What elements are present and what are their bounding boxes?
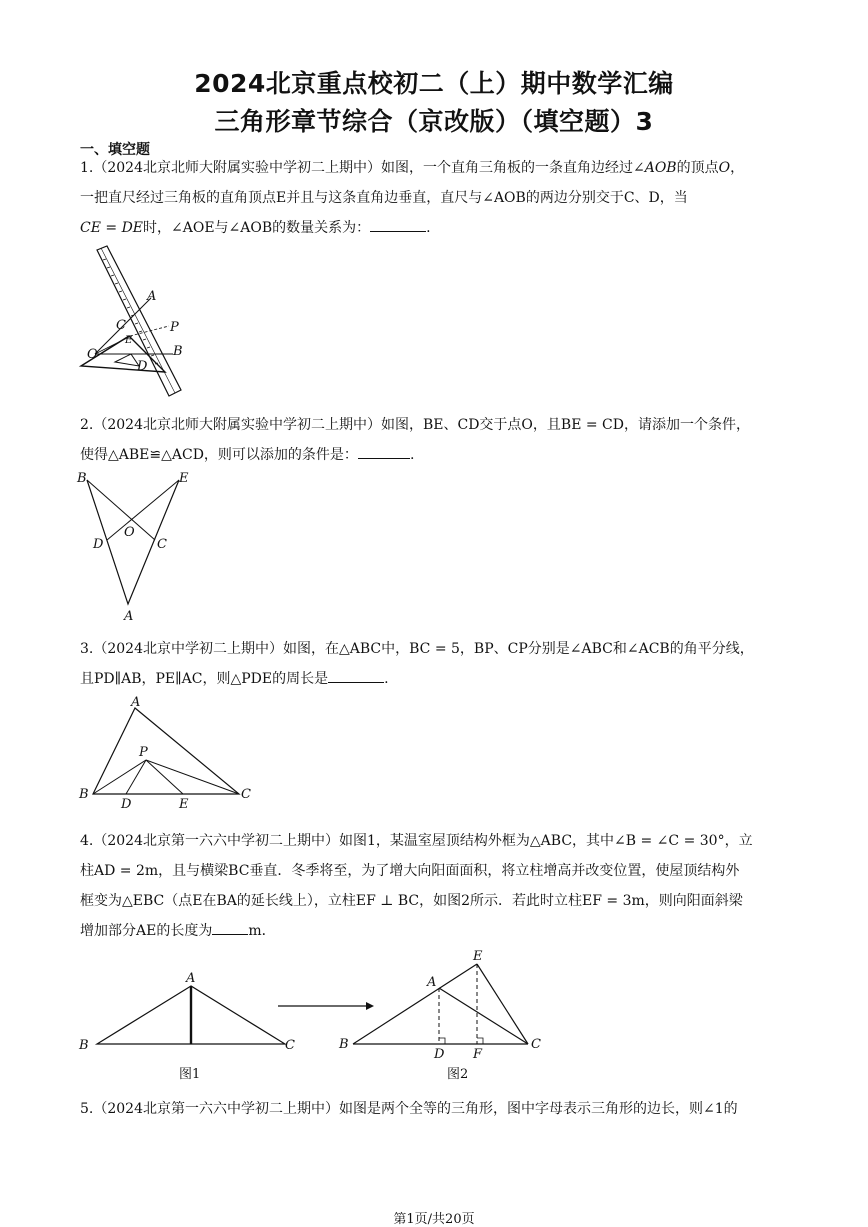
q1-line-3 [80,217,431,237]
q1-label-p: P [170,320,179,335]
q3-line-1: 3.（2024北京中学初二上期中）如图，在△ABC中，BC = 5，BP、CP分别是∠ABC和∠ACB的角平分线， [80,641,754,657]
q4-line-3: 框变为△EBC（点E在BA的延长线上），立柱EF ⊥ BC，如图2所示．若此时立柱EF = 3m，则向阳面斜梁 [80,893,743,909]
q2-label-o: O [124,525,135,540]
q4-text: 增加部分AE的长度为 [80,923,213,939]
q1-angle-aob: ∠AOB [632,160,677,176]
q1-text-b: 的顶点 [676,160,719,176]
q4-line-4 [80,920,276,940]
q1-text-a: 1.（2024北京北师大附属实验中学初二上期中）如图，一个直角三角板的一条直角边经过 [80,160,633,176]
q3-label-p: P [139,745,148,760]
q1-label-e: E [125,335,133,346]
q4-fig1-caption: 图1 [179,1067,201,1082]
q3-label-c: C [241,787,251,802]
q3-text-end: . [384,671,389,687]
q1-text-end: . [426,220,431,236]
q4-figure-2 [335,940,555,1086]
q3-label-a: A [131,695,141,710]
q1-text-d: 时，∠AOE与∠AOB的数量关系为： [143,220,371,236]
q4-fig2-label-d: D [434,1047,445,1062]
q1-figure [75,240,195,400]
q3-text: 且PD∥AB，PE∥AC，则△PDE的周长是 [80,671,329,687]
q4-fig2-label-c: C [531,1037,541,1052]
q1-label-d: D [137,359,148,374]
q4-fig1-label-a: A [186,971,196,986]
q4-line-1: 4.（2024北京第一六六中学初二上期中）如图1，某温室屋顶结构外框为△ABC，其中∠B = ∠C = 30°，立 [80,833,753,849]
q2-label-a: A [124,609,134,624]
q2-line-2 [80,444,414,464]
q3-line-2 [80,668,389,688]
q2-label-b: B [77,471,87,486]
q4-line-2: 柱AD = 2m，且与横梁BC垂直．冬季将至，为了增大向阳面面积，将立柱增高并改变位置，使屋顶结构外 [80,863,740,879]
q2-figure [75,470,195,625]
title-line-2: 三角形章节综合（京改版）（填空题）3 [214,107,654,136]
q4-fig2-label-e: E [473,949,483,964]
q1-label-b: B [173,344,183,359]
q3-label-d: D [121,797,132,812]
q1-line-2: 一把直尺经过三角板的直角顶点E并且与这条直角边垂直，直尺与∠AOB的两边分别交于C、D，当 [80,190,688,206]
q3-answer-blank[interactable] [328,670,384,683]
q1-label-a: A [147,289,157,304]
q3-figure [75,694,265,814]
q4-fig1-label-c: C [285,1038,295,1053]
page-footer: 第1页/共20页 [393,1212,475,1227]
title-line-1: 2024北京重点校初二（上）期中数学汇编 [194,69,674,98]
q4-answer-blank[interactable] [212,922,248,935]
q3-label-e: E [179,797,189,812]
q2-line-1: 2.（2024北京北师大附属实验中学初二上期中）如图，BE、CD交于点O，且BE = CD，请添加一个条件， [80,417,750,433]
q2-label-e: E [179,471,189,486]
q5-line-1: 5.（2024北京第一六六中学初二上期中）如图是两个全等的三角形，图中字母表示三角形的边长，则∠1的 [80,1101,738,1117]
q2-label-c: C [157,537,167,552]
q1-line-1 [80,157,744,177]
section-heading: 一、填空题 [80,142,150,158]
q1-text-c: ， [730,160,745,176]
q1-label-c: C [116,318,126,333]
q4-fig2-caption: 图2 [447,1067,469,1082]
q2-text-end: . [409,447,415,463]
q4-figure-1 [75,966,305,1086]
q3-label-b: B [79,787,89,802]
q4-fig2-label-b: B [339,1037,349,1052]
q1-label-o: O [87,347,98,362]
q4-text-end: m． [248,923,276,939]
q4-fig2-label-f: F [473,1047,483,1062]
q4-fig1-label-b: B [79,1038,89,1053]
q2-answer-blank[interactable] [358,446,410,459]
q1-condition: CE = DE [80,220,144,236]
q2-text: 使得△ABE≌△ACD，则可以添加的条件是： [80,447,358,463]
q4-fig2-label-a: A [427,975,437,990]
q1-answer-blank[interactable] [370,219,426,232]
q2-label-d: D [93,537,104,552]
q1-point-o: O [718,160,731,176]
